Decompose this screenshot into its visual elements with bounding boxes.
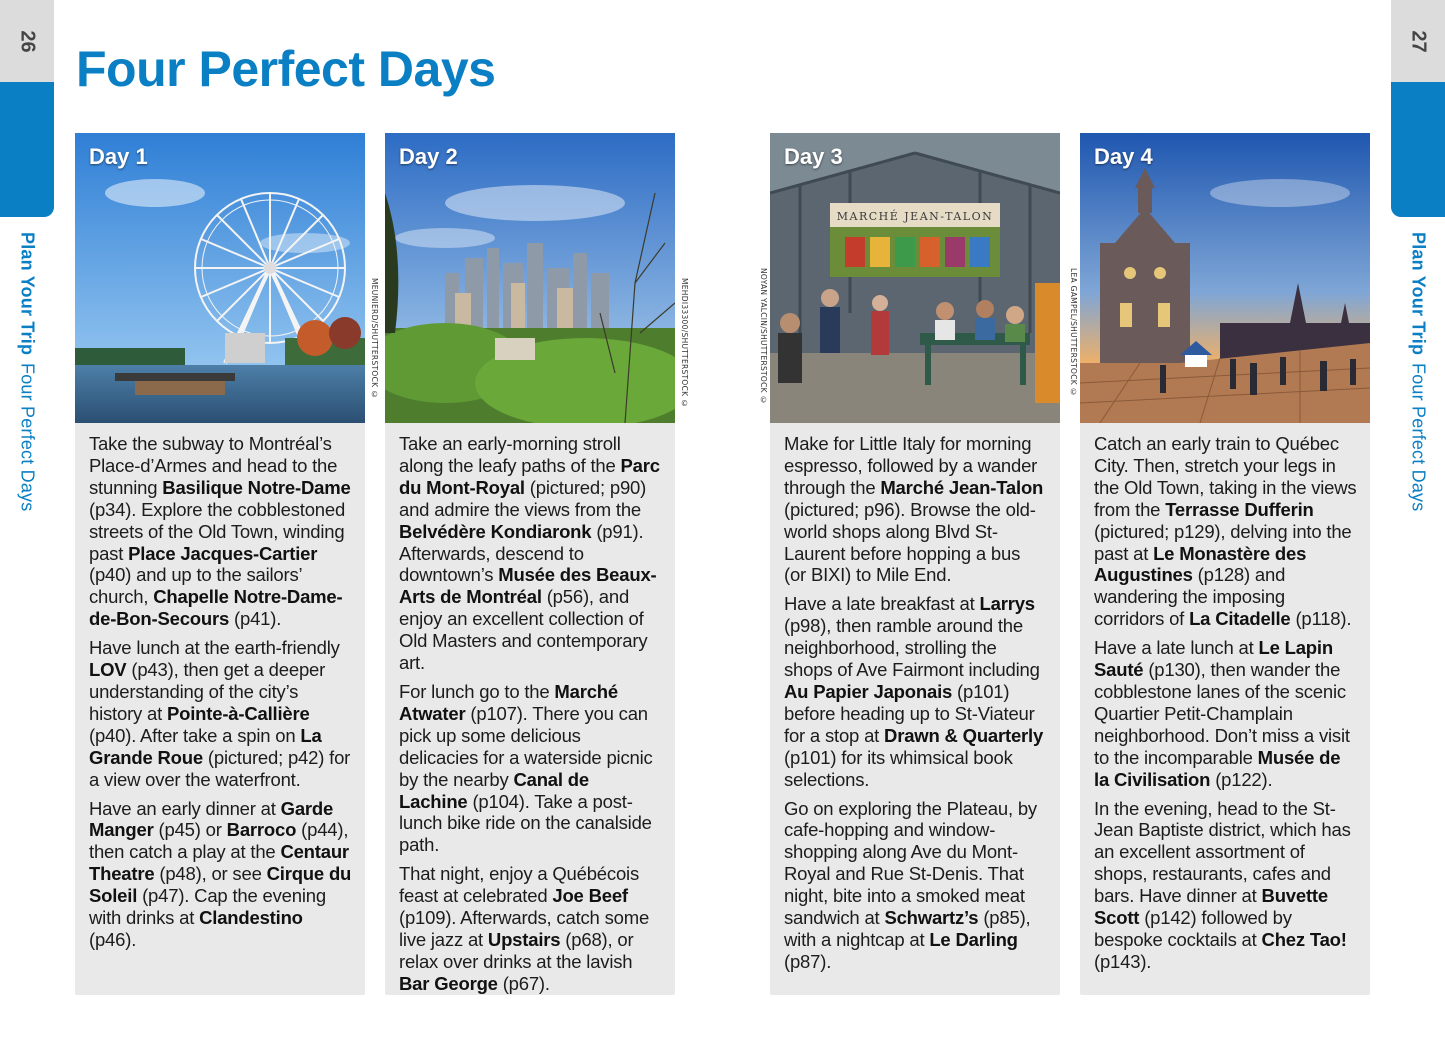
day-3-paragraph: [784, 593, 1047, 790]
paragraph-text: (p41).: [229, 608, 282, 630]
day-4-paragraph: [1094, 433, 1357, 630]
paragraph-text: (p101) for its whimsical book selections.: [784, 746, 1013, 790]
place-name: Musée de la Civilisation: [1094, 746, 1341, 790]
section-label-left-bold: Plan Your Trip: [17, 232, 38, 356]
paragraph-text: (p109). Afterwards, catch some live jazz at: [399, 907, 650, 950]
page-number-right: [1391, 0, 1445, 82]
page-title: Four Perfect Days: [76, 41, 496, 97]
day-card-3: [759, 133, 1060, 995]
paragraph-text: That night, enjoy a Québécois feast at celebrated: [399, 863, 639, 907]
paragraph-text: (p56), and enjoy an excellent collection of Old Masters and contemporary art.: [399, 586, 648, 674]
paragraph-text: Have a late lunch at: [1094, 637, 1259, 659]
place-name: Centaur Theatre: [89, 841, 349, 885]
paragraph-text: (p67).: [497, 972, 550, 994]
paragraph-text: (p87).: [784, 950, 832, 972]
paragraph-text: (p128) and wandering the imposing corridors of: [1094, 564, 1286, 630]
paragraph-text: Have an early dinner at: [89, 797, 281, 819]
paragraph-text: (p46).: [89, 928, 137, 950]
day-label-3: Day 3: [784, 144, 843, 169]
place-name: Drawn & Quarterly: [884, 724, 1044, 746]
skyline-photo: [385, 133, 675, 423]
section-label-right-bold: Plan Your Trip: [1408, 232, 1429, 356]
photo-credit-1: MEUNIERD/SHUTTERSTOCK ©: [370, 278, 379, 400]
paragraph-text: Take the subway to Montréal’s Place-d’Armes and head to the stunning: [89, 433, 338, 498]
paragraph-text: (p107). There you can pick up some delicious delicacies for a waterside picnic by the nearby: [399, 702, 653, 790]
day-card-1: [75, 133, 379, 995]
place-name: La Citadelle: [1189, 608, 1291, 630]
photo-credit-4: LEA GAMPEL/SHUTTERSTOCK ©: [1069, 268, 1078, 397]
day-label-1: Day 1: [89, 144, 148, 169]
paragraph-text: (p122).: [1210, 768, 1273, 790]
place-name: Schwartz’s: [884, 907, 979, 929]
paragraph-text: (pictured; p129), delving into the past at: [1094, 520, 1352, 564]
paragraph-text: Go on exploring the Plateau, by cafe-hopping and window-shopping along Ave du Mont-Royal and Rue St-Denis. That night, bite into a smoked meat sandwich at: [784, 797, 1037, 929]
day-text-2: [385, 423, 675, 995]
place-name: Barroco: [226, 819, 297, 841]
section-label-right: [1391, 232, 1445, 512]
day-4-paragraph: [1094, 798, 1357, 973]
place-name: Belvédère Kondiaronk: [399, 520, 592, 542]
paragraph-text: (p34). Explore the cobblestoned streets of the Old Town, winding past: [89, 498, 346, 564]
section-label-left: [0, 232, 54, 512]
page-number-left-text: 26: [16, 30, 39, 53]
market-photo: [770, 133, 1060, 423]
place-name: LOV: [89, 659, 127, 681]
place-name: Joe Beef: [552, 885, 628, 907]
paragraph-text: (p118).: [1290, 608, 1352, 630]
day-3-paragraph: [784, 798, 1047, 973]
paragraph-text: (p44), then catch a play at the: [89, 819, 349, 863]
place-name: Canal de Lachine: [399, 768, 589, 812]
paragraph-text: (p104). Take a post-lunch bike ride on the canalside path.: [399, 790, 652, 856]
day-card-4: [1069, 133, 1370, 995]
paragraph-text: (p48), or see: [154, 863, 267, 885]
day-photo-2: [385, 133, 675, 423]
ferris-wheel-photo: [75, 133, 365, 423]
day-2-paragraph: [399, 433, 662, 674]
paragraph-text: In the evening, head to the St-Jean Baptiste district, which has an excellent assortment of shops, restaurants, cafes and bars. Have dinner at: [1094, 797, 1351, 907]
place-name: Cirque du Soleil: [89, 863, 352, 907]
place-name: Marché Atwater: [399, 680, 618, 724]
place-name: La Grande Roue: [89, 724, 322, 768]
place-name: Garde Manger: [89, 797, 334, 841]
day-3-paragraph: [784, 433, 1047, 586]
day-text-4: [1080, 423, 1370, 973]
market-sign-text: MARCHÉ JEAN-TALON: [836, 210, 994, 223]
day-label-2: Day 2: [399, 144, 458, 169]
paragraph-text: (p68), or relax over drinks at the lavish: [399, 928, 634, 972]
day-4-paragraph: [1094, 637, 1357, 790]
section-label-left-light: Four Perfect Days: [17, 363, 38, 512]
place-name: Place Jacques-Cartier: [128, 542, 318, 564]
day-label-4: Day 4: [1094, 144, 1153, 169]
paragraph-text: (p101) before heading up to St-Viateur for a stop at: [784, 680, 1035, 746]
photo-credit-3: NOYAN YALCIN/SHUTTERSTOCK ©: [759, 268, 768, 405]
paragraph-text: Take an early-morning stroll along the leafy paths of the: [399, 433, 621, 476]
paragraph-text: (pictured; p96). Browse the old-world shops along Blvd St-Laurent before hopping a bus (or BIXI) to Mile End.: [784, 498, 1036, 586]
place-name: Chapelle Notre-Dame-de-Bon-Secours: [89, 586, 343, 630]
paragraph-text: (p143).: [1094, 950, 1152, 972]
paragraph-text: (p47). Cap the evening with drinks at: [89, 885, 326, 929]
place-name: Terrasse Dufferin: [1165, 498, 1314, 520]
place-name: Au Papier Japonais: [784, 680, 953, 702]
day-card-2: [385, 133, 689, 995]
place-name: Buvette Scott: [1094, 885, 1328, 929]
section-tab-left: [0, 82, 54, 217]
day-1-paragraph: [89, 433, 352, 630]
paragraph-text: (p45) or: [153, 819, 227, 841]
place-name: Parc du Mont-Royal: [399, 454, 660, 498]
paragraph-text: Have lunch at the earth-friendly: [89, 637, 340, 659]
paragraph-text: (p43), then get a deeper understanding of the city’s history at: [89, 659, 326, 724]
paragraph-text: (pictured; p90) and admire the views from the: [399, 476, 647, 520]
day-1-paragraph: [89, 798, 352, 951]
paragraph-text: Catch an early train to Québec City. Then, stretch your legs in the Old Town, taking in the views from the: [1094, 433, 1357, 520]
place-name: Chez Tao!: [1261, 928, 1347, 950]
paragraph-text: (p130), then wander the cobblestone lanes of the scenic Quartier Petit-Champlain neighborhood. Don’t miss a visit to the incomparable: [1094, 659, 1350, 768]
place-name: Basilique Notre-Dame: [162, 476, 351, 498]
place-name: Upstairs: [487, 928, 561, 950]
paragraph-text: Have a late breakfast at: [784, 593, 980, 615]
place-name: Larrys: [979, 593, 1035, 615]
page-number-right-text: 27: [1407, 30, 1430, 53]
paragraph-text: For lunch go to the: [399, 680, 555, 702]
paragraph-text: (pictured; p42) for a view over the waterfront.: [89, 746, 351, 790]
day-2-paragraph: [399, 681, 662, 856]
paragraph-text: Make for Little Italy for morning espresso, followed by a wander through the: [784, 433, 1038, 498]
place-name: Le Lapin Sauté: [1094, 637, 1333, 681]
place-name: Le Monastère des Augustines: [1094, 542, 1307, 586]
place-name: Le Darling: [929, 928, 1018, 950]
paragraph-text: (p85), with a nightcap at: [784, 907, 1031, 950]
place-name: Pointe-à-Callière: [167, 702, 310, 724]
paragraph-text: (p142) followed by bespoke cocktails at: [1094, 907, 1292, 950]
place-name: Clandestino: [199, 907, 303, 929]
section-tab-right: [1391, 82, 1445, 217]
place-name: Bar George: [399, 972, 498, 994]
day-text-3: [770, 423, 1060, 973]
day-text-1: [75, 423, 365, 951]
day-photo-4: [1080, 133, 1370, 423]
day-2-paragraph: [399, 863, 662, 994]
place-name: Musée des Beaux-Arts de Montréal: [399, 564, 657, 608]
photo-credit-2: MEHDI33300/SHUTTERSTOCK ©: [680, 278, 689, 409]
paragraph-text: (p91). Afterwards, descend to downtown’s: [399, 520, 644, 586]
paragraph-text: (p40) and up to the sailors’ church,: [89, 564, 302, 608]
day-1-paragraph: [89, 637, 352, 790]
terrace-photo: [1080, 133, 1370, 423]
day-photo-1: [75, 133, 365, 423]
page-number-left: [0, 0, 54, 82]
section-label-right-light: Four Perfect Days: [1408, 363, 1429, 512]
paragraph-text: (p40). After take a spin on: [89, 724, 301, 746]
place-name: Marché Jean-Talon: [880, 476, 1044, 498]
paragraph-text: (p98), then ramble around the neighborhood, strolling the shops of Ave Fairmont including: [784, 615, 1040, 681]
day-photo-3: [770, 133, 1060, 423]
